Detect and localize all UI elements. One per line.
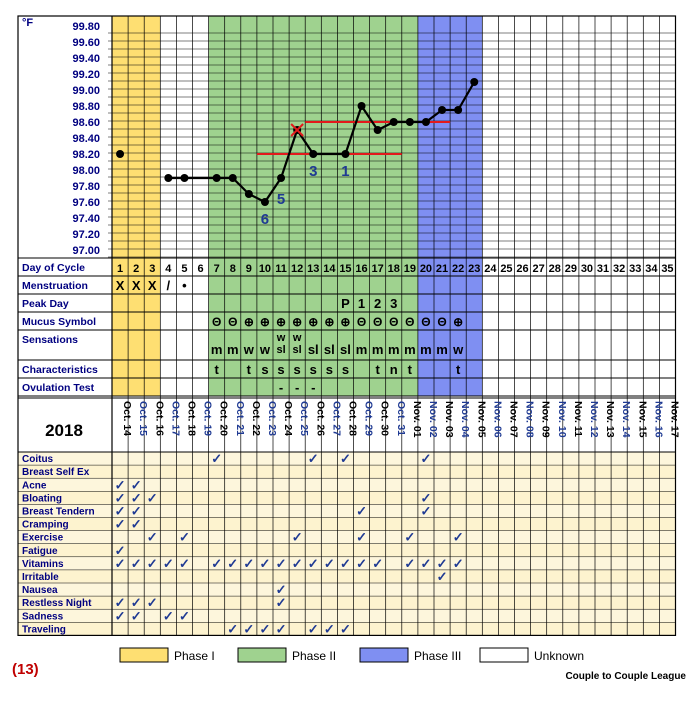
day-of-cycle-cell: 23 [468, 263, 481, 275]
symptom-check: ✓ [114, 595, 126, 611]
symptom-label: Breast Tendern [22, 506, 95, 518]
menstruation-cell: / [166, 278, 171, 293]
day-of-cycle-cell: 15 [339, 263, 352, 275]
temperature-point [277, 174, 285, 182]
credit-text: Couple to Couple League [565, 671, 686, 682]
characteristics-cell: s [261, 362, 269, 377]
day-of-cycle-cell: 8 [229, 263, 236, 275]
day-of-cycle-cell: 2 [133, 263, 140, 275]
day-of-cycle-cell: 7 [213, 263, 220, 275]
legend-label: Phase III [414, 649, 462, 663]
mucus-symbol-cell: Θ [228, 315, 238, 329]
symptom-check: ✓ [114, 555, 126, 571]
day-of-cycle-cell: 16 [355, 263, 368, 275]
date-label: Nov. 10 [555, 401, 568, 438]
sensations-cell: sl [292, 344, 302, 356]
symptom-check: ✓ [356, 503, 368, 519]
symptom-check: ✓ [114, 542, 126, 558]
temperature-point [245, 190, 253, 198]
day-of-cycle-cell: 25 [500, 263, 513, 275]
day-of-cycle-cell: 13 [307, 263, 320, 275]
characteristics-cell: s [277, 362, 285, 377]
legend-swatch [238, 648, 286, 662]
characteristics-cell: s [325, 362, 333, 377]
row-label-characteristics: Characteristics [22, 364, 98, 376]
day-of-cycle-cell: 22 [452, 263, 465, 275]
date-label: Oct. 20 [217, 401, 230, 437]
date-label: Nov. 16 [652, 401, 665, 438]
row-label-sensations: Sensations [22, 334, 79, 346]
symptom-check: ✓ [275, 582, 287, 598]
mucus-symbol-cell: ⊕ [324, 315, 335, 329]
peak-day-cell: P [341, 296, 350, 311]
symptom-check: ✓ [275, 595, 287, 611]
symptom-label: Coitus [22, 454, 54, 466]
symptom-check: ✓ [339, 621, 351, 637]
symptom-check: ✓ [339, 555, 351, 571]
day-of-cycle-cell: 28 [548, 263, 561, 275]
temperature-point [358, 102, 366, 110]
symptom-check: ✓ [114, 477, 126, 493]
temperature-point [180, 174, 188, 182]
symptom-label: Cramping [22, 519, 69, 531]
day-of-cycle-cell: 4 [165, 263, 172, 275]
mucus-symbol-cell: ⊕ [340, 315, 351, 329]
symptom-check: ✓ [114, 516, 126, 532]
symptom-check: ✓ [114, 490, 126, 506]
y-tick-label: 99.20 [72, 69, 100, 81]
date-label: Nov. 03 [443, 401, 456, 438]
symptom-check: ✓ [146, 490, 158, 506]
legend-swatch [480, 648, 528, 662]
row-label-menstruation: Menstruation [22, 280, 88, 292]
symptom-check: ✓ [146, 555, 158, 571]
sensations-cell: w [453, 342, 464, 357]
symptom-check: ✓ [275, 621, 287, 637]
date-label: Oct. 22 [249, 401, 262, 437]
date-label: Nov. 09 [539, 401, 552, 438]
temperature-point [116, 150, 124, 158]
temperature-point [341, 150, 349, 158]
row-label-mucus-symbol: Mucus Symbol [22, 316, 97, 328]
symptom-check: ✓ [307, 451, 319, 467]
symptom-check: ✓ [307, 555, 319, 571]
date-label: Nov. 12 [587, 401, 600, 438]
symptom-check: ✓ [162, 608, 174, 624]
characteristics-cell: s [341, 362, 350, 377]
symptom-check: ✓ [130, 516, 142, 532]
sensations-cell: m [404, 342, 416, 357]
symptom-check: ✓ [130, 477, 142, 493]
y-tick-label: 97.20 [72, 229, 100, 241]
date-label: Oct. 16 [153, 401, 166, 437]
characteristics-cell: t [375, 362, 380, 377]
day-of-cycle-cell: 33 [629, 263, 642, 275]
mucus-symbol-cell: Θ [421, 315, 431, 329]
date-label: Oct. 21 [233, 401, 246, 437]
sensations-cell: w [259, 342, 271, 357]
date-label: Oct. 14 [121, 401, 134, 437]
mucus-symbol-cell: ⊕ [308, 315, 319, 329]
row-label-ovulation-test: Ovulation Test [22, 382, 95, 394]
characteristics-cell: s [293, 362, 301, 377]
characteristics-cell: s [309, 362, 317, 377]
temperature-point [213, 174, 221, 182]
sensations-cell: m [387, 342, 400, 357]
y-tick-label: 98.00 [72, 165, 100, 177]
legend-label: Phase I [174, 649, 215, 663]
symptom-row-bg [18, 465, 676, 478]
date-label: Oct. 24 [282, 401, 295, 437]
y-tick-label: 98.20 [72, 149, 100, 161]
row-label-peak-day: Peak Day [22, 298, 69, 310]
symptom-check: ✓ [211, 451, 223, 467]
sensations-cell: sl [307, 342, 319, 357]
sensations-cell: m [371, 342, 384, 357]
temperature-point [374, 126, 382, 134]
menstruation-cell: X [131, 278, 141, 293]
date-label: Nov. 01 [410, 401, 423, 438]
legend-label: Phase II [292, 649, 337, 663]
day-of-cycle-cell: 35 [661, 263, 674, 275]
symptom-check: ✓ [259, 621, 271, 637]
y-tick-label: 99.80 [72, 21, 100, 33]
symptom-check: ✓ [307, 621, 319, 637]
y-tick-label: 98.80 [72, 101, 100, 113]
date-label: Nov. 04 [459, 401, 472, 438]
sensations-cell: w [292, 332, 302, 344]
characteristics-cell: t [246, 362, 252, 377]
date-label: Oct. 15 [137, 401, 150, 437]
symptom-label: Irritable [22, 572, 59, 583]
mucus-symbol-cell: ⊕ [243, 315, 254, 329]
date-label: Oct. 31 [394, 401, 407, 437]
symptom-row-bg [18, 570, 676, 583]
chart-number: (13) [12, 661, 39, 678]
symptom-check: ✓ [291, 529, 303, 545]
date-label: Nov. 17 [668, 401, 681, 438]
day-of-cycle-cell: 31 [596, 263, 610, 275]
temperature-point [229, 174, 237, 182]
sensations-cell: w [276, 332, 286, 344]
symptom-check: ✓ [130, 555, 142, 571]
sensations-cell: w [243, 342, 254, 357]
temperature-point [454, 106, 462, 114]
symptom-check: ✓ [452, 555, 464, 571]
day-of-cycle-cell: 3 [149, 263, 156, 275]
menstruation-cell: X [115, 278, 125, 293]
sensations-cell: m [226, 342, 239, 357]
date-label: Oct. 17 [169, 401, 182, 437]
characteristics-cell: t [407, 362, 413, 377]
symptom-label: Traveling [22, 624, 66, 636]
day-of-cycle-cell: 20 [419, 263, 433, 275]
symptom-check: ✓ [356, 529, 368, 545]
peak-day-cell: 2 [374, 296, 382, 311]
temperature-point [438, 106, 446, 114]
y-tick-label: 99.60 [72, 37, 100, 49]
symptom-check: ✓ [130, 503, 142, 519]
row-label-day-of-cycle: Day of Cycle [22, 262, 86, 274]
symptom-check: ✓ [243, 555, 255, 571]
symptom-label: Bloating [22, 493, 62, 505]
symptom-check: ✓ [130, 490, 142, 506]
characteristics-cell: n [389, 362, 398, 377]
symptom-check: ✓ [420, 555, 432, 571]
symptom-label: Restless Night [22, 598, 92, 610]
symptom-check: ✓ [243, 621, 255, 637]
symptom-row-bg [18, 531, 676, 544]
menstruation-cell: • [182, 278, 187, 293]
peak-day-cell: 3 [390, 296, 398, 311]
symptom-check: ✓ [130, 608, 142, 624]
characteristics-cell: t [214, 362, 219, 377]
day-of-cycle-cell: 17 [371, 263, 384, 275]
symptom-check: ✓ [404, 529, 416, 545]
temp-annotation: 1 [341, 163, 350, 180]
symptom-check: ✓ [356, 555, 368, 571]
day-of-cycle-cell: 18 [387, 263, 400, 275]
date-label: Nov. 13 [604, 401, 617, 438]
symptom-label: Exercise [22, 532, 64, 544]
temperature-point [164, 174, 172, 182]
symptom-label: Nausea [22, 585, 58, 597]
symptom-check: ✓ [227, 555, 239, 571]
symptom-check: ✓ [178, 529, 190, 545]
symptom-check: ✓ [404, 555, 416, 571]
symptom-check: ✓ [178, 555, 190, 571]
date-label: Nov. 15 [636, 401, 649, 438]
symptom-check: ✓ [452, 529, 464, 545]
symptom-check: ✓ [372, 555, 384, 571]
symptom-check: ✓ [114, 503, 126, 519]
temp-annotation: 3 [309, 163, 318, 180]
y-tick-label: 98.40 [72, 133, 100, 145]
day-of-cycle-cell: 34 [645, 263, 658, 275]
y-tick-label: 99.00 [72, 85, 100, 97]
ovulation-test-cell: - [278, 380, 284, 395]
symptom-check: ✓ [436, 569, 448, 584]
day-of-cycle-cell: 9 [245, 263, 252, 275]
temperature-point [309, 150, 317, 158]
date-label: Oct. 18 [185, 401, 198, 437]
sensations-cell: m [355, 342, 368, 357]
mucus-symbol-cell: Θ [405, 315, 415, 329]
day-of-cycle-cell: 6 [197, 263, 204, 275]
date-label: Nov. 02 [426, 401, 439, 438]
legend-swatch [120, 648, 168, 662]
date-label: Nov. 14 [620, 401, 633, 438]
unit-label: °F [22, 17, 34, 29]
sensations-cell: m [436, 342, 448, 357]
day-of-cycle-cell: 29 [564, 263, 577, 275]
mucus-symbol-cell: ⊕ [276, 315, 287, 329]
symptom-check: ✓ [227, 621, 239, 637]
y-tick-label: 97.60 [72, 197, 100, 209]
day-of-cycle-cell: 24 [484, 263, 497, 275]
day-of-cycle-cell: 10 [258, 263, 272, 275]
sensations-cell: m [420, 342, 432, 357]
date-label: Oct. 26 [314, 401, 327, 437]
day-of-cycle-cell: 14 [323, 263, 336, 275]
symptom-check: ✓ [420, 451, 432, 467]
symptom-check: ✓ [420, 490, 432, 506]
peak-day-cell: 1 [357, 296, 366, 311]
day-of-cycle-cell: 21 [435, 263, 449, 275]
day-of-cycle-cell: 30 [580, 263, 594, 275]
temperature-point [422, 118, 430, 126]
mucus-symbol-cell: Θ [389, 315, 399, 329]
date-label: Nov. 11 [571, 401, 584, 437]
mucus-symbol-cell: ⊕ [453, 315, 464, 329]
date-label: Oct. 29 [362, 401, 375, 437]
symptom-label: Sadness [22, 611, 64, 623]
mucus-symbol-cell: Θ [437, 315, 447, 329]
symptom-check: ✓ [420, 503, 432, 519]
symptom-label: Vitamins [22, 558, 64, 570]
temp-annotation: 6 [260, 211, 270, 228]
temperature-point [470, 78, 478, 86]
y-tick-label: 97.00 [72, 245, 100, 257]
symptom-check: ✓ [211, 555, 223, 571]
symptom-label: Fatigue [22, 545, 58, 557]
y-tick-label: 97.40 [72, 213, 100, 225]
date-label: Oct. 25 [298, 401, 311, 437]
symptom-check: ✓ [275, 555, 287, 571]
day-of-cycle-cell: 32 [613, 263, 626, 275]
mucus-symbol-cell: ⊕ [292, 315, 303, 329]
day-of-cycle-cell: 5 [181, 263, 188, 275]
y-tick-label: 99.40 [72, 53, 100, 65]
day-of-cycle-cell: 26 [516, 263, 529, 275]
temperature-point [390, 118, 398, 126]
symptom-check: ✓ [130, 595, 142, 611]
day-of-cycle-cell: 27 [532, 263, 545, 275]
sensations-cell: m [210, 342, 223, 357]
symptom-check: ✓ [339, 451, 351, 467]
symptom-check: ✓ [323, 621, 335, 637]
symptom-check: ✓ [146, 595, 158, 611]
mucus-symbol-cell: ⊕ [259, 315, 270, 329]
symptom-check: ✓ [114, 608, 126, 624]
date-label: Nov. 07 [507, 401, 520, 438]
date-label: Oct. 27 [330, 401, 343, 437]
symptom-check: ✓ [291, 555, 303, 571]
mucus-symbol-cell: Θ [356, 315, 367, 329]
sensations-cell: sl [340, 342, 351, 357]
legend-label: Unknown [534, 649, 585, 663]
day-of-cycle-cell: 11 [275, 263, 287, 275]
ovulation-test-cell: - [294, 380, 300, 395]
symptom-check: ✓ [178, 608, 190, 624]
date-label: Oct. 30 [378, 401, 391, 437]
y-tick-label: 98.60 [72, 117, 100, 129]
date-label: Nov. 06 [491, 401, 504, 438]
symptom-label: Breast Self Ex [22, 467, 90, 479]
mucus-symbol-cell: Θ [372, 315, 383, 329]
day-of-cycle-cell: 1 [116, 263, 124, 275]
date-label: Oct. 28 [346, 401, 359, 437]
symptom-check: ✓ [259, 555, 271, 571]
temperature-point [261, 198, 269, 206]
temperature-point [406, 118, 414, 126]
date-label: Nov. 08 [523, 401, 536, 438]
menstruation-cell: X [147, 278, 157, 293]
symptom-row-bg [18, 583, 676, 596]
temp-annotation: 5 [276, 191, 286, 208]
date-label: Oct. 19 [201, 401, 214, 437]
symptom-check: ✓ [436, 555, 448, 571]
sensations-cell: sl [323, 342, 335, 357]
day-of-cycle-cell: 12 [291, 263, 304, 275]
symptom-check: ✓ [323, 555, 335, 571]
symptom-label: Acne [22, 480, 47, 492]
characteristics-cell: t [455, 362, 461, 377]
mucus-symbol-cell: Θ [211, 315, 222, 329]
date-label: Oct. 23 [265, 401, 278, 437]
y-tick-label: 97.80 [72, 181, 100, 193]
date-label: Nov. 05 [475, 401, 488, 438]
ovulation-test-cell: - [311, 380, 316, 395]
legend-swatch [360, 648, 408, 662]
sensations-cell: sl [276, 344, 286, 356]
year-label: 2018 [45, 421, 83, 440]
symptom-check: ✓ [146, 529, 158, 545]
symptom-check: ✓ [162, 555, 174, 571]
day-of-cycle-cell: 19 [403, 263, 416, 275]
